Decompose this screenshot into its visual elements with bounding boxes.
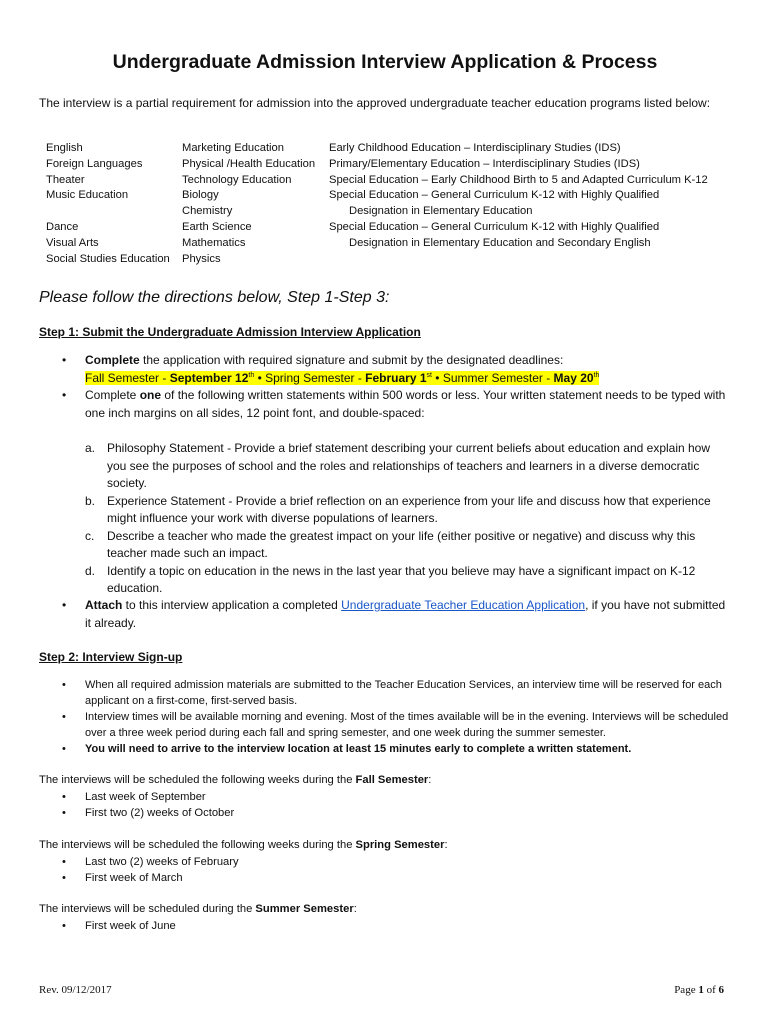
step1-bullet-list bbox=[39, 352, 729, 422]
schedule-intro bbox=[39, 837, 729, 854]
spring-schedule bbox=[39, 837, 729, 887]
fall-schedule bbox=[39, 772, 729, 822]
program-item: Chemistry bbox=[182, 205, 233, 218]
colon: : bbox=[444, 839, 448, 851]
list-item bbox=[39, 493, 729, 528]
page-of: of bbox=[703, 984, 719, 996]
schedule-intro-text: The interviews will be scheduled the following weeks during the bbox=[39, 839, 356, 851]
program-item: Special Education – General Curriculum K-12 with Highly Qualified bbox=[329, 189, 660, 202]
program-column-1 bbox=[46, 141, 170, 267]
program-item: Physical /Health Education bbox=[182, 157, 316, 170]
list-item-text: Describe a teacher who made the greatest impact on your life (either positive or negative) and discuss why this teacher made such an impact. bbox=[107, 528, 696, 560]
list-item: • Interview times will be available morning and evening. Most of the times available will be in the evening. Interviews will be scheduled over a three week period during each fall and spring semester, and one week during the summer semester. bbox=[39, 709, 729, 741]
directions-heading: Please follow the directions below, Step 1-Step 3: bbox=[39, 289, 390, 306]
list-item-text: , if you have not submitted it already. bbox=[85, 598, 726, 630]
program-item: Theater bbox=[46, 173, 85, 186]
attach-label: Attach bbox=[85, 598, 123, 612]
list-item-text: Complete bbox=[85, 388, 140, 402]
list-item bbox=[39, 352, 729, 387]
page-total: 6 bbox=[718, 984, 724, 996]
program-column-3 bbox=[329, 141, 708, 252]
deadline-summer-label: Summer Semester - bbox=[442, 370, 554, 385]
program-item: Technology Education bbox=[182, 173, 292, 186]
program-item: Visual Arts bbox=[46, 236, 99, 249]
program-item: Special Education – General Curriculum K-12 with Highly Qualified bbox=[329, 220, 660, 233]
teacher-education-application-link[interactable]: Undergraduate Teacher Education Application bbox=[341, 598, 586, 612]
list-item bbox=[39, 440, 729, 493]
list-item: • Last two (2) weeks of February bbox=[39, 854, 729, 871]
deadline-spring-date: February 1 bbox=[365, 370, 427, 385]
list-item bbox=[39, 741, 729, 757]
deadlines-highlight bbox=[85, 371, 599, 385]
program-item: Special Education – Early Childhood Birth to 5 and Adapted Curriculum K-12 bbox=[329, 173, 708, 186]
bullet-separator: • bbox=[431, 370, 443, 385]
step2-bullet-list bbox=[39, 677, 729, 757]
program-item: Physics bbox=[182, 252, 221, 265]
title-block bbox=[0, 50, 770, 74]
schedule-intro bbox=[39, 772, 729, 789]
step2-heading: Step 2: Interview Sign-up bbox=[39, 650, 183, 664]
deadline-fall-date: September 12 bbox=[169, 370, 249, 385]
deadline-spring-sup: st bbox=[426, 371, 432, 379]
spring-weeks-list bbox=[39, 854, 729, 887]
list-item-text: Experience Statement - Provide a brief reflection on an experience from your life and discuss how that experience might influence your work with diverse populations of learners. bbox=[107, 493, 711, 525]
revision-date: Rev. 09/12/2017 bbox=[39, 984, 112, 996]
fall-weeks-list bbox=[39, 789, 729, 822]
schedule-intro-text: The interviews will be scheduled the following weeks during the bbox=[39, 774, 356, 786]
list-item: • First week of March bbox=[39, 870, 729, 887]
fall-semester-label: Fall Semester bbox=[355, 774, 429, 786]
list-item bbox=[39, 387, 729, 422]
spring-semester-label: Spring Semester bbox=[355, 839, 445, 851]
step1-heading: Step 1: Submit the Undergraduate Admission Interview Application bbox=[39, 325, 421, 339]
list-item: • When all required admission materials are submitted to the Teacher Education Services, an interview time will be reserved for each applicant on a first-come, first-served basis. bbox=[39, 677, 729, 709]
intro-paragraph: The interview is a partial requirement for admission into the approved undergraduate teacher education programs listed below: bbox=[39, 96, 711, 110]
program-item: Social Studies Education bbox=[46, 252, 170, 265]
program-item: Biology bbox=[182, 189, 219, 202]
bullet-separator: • bbox=[254, 370, 266, 385]
list-item: • Last week of September bbox=[39, 789, 729, 806]
attach-bullet-list bbox=[39, 597, 729, 632]
deadline-fall-sup: th bbox=[248, 371, 255, 379]
deadline-fall-label: Fall Semester - bbox=[85, 370, 170, 385]
list-item-text: of the following written statements within 500 words or less. Your written statement needs to be typed with one inch margins on all sides, 12 point font, and double-spaced: bbox=[85, 388, 726, 420]
one-label: one bbox=[139, 388, 162, 402]
program-item-continued: Designation in Elementary Education and Secondary English bbox=[349, 236, 651, 249]
statement-options-list bbox=[39, 440, 729, 598]
program-item-continued: Designation in Elementary Education bbox=[349, 205, 533, 218]
list-item: • First week of June bbox=[39, 918, 729, 935]
list-item-text: the application with required signature and submit by the designated deadlines: bbox=[139, 353, 564, 367]
program-column-2 bbox=[182, 141, 315, 267]
program-item: Early Childhood Education – Interdisciplinary Studies (IDS) bbox=[329, 142, 621, 154]
list-item bbox=[39, 528, 729, 563]
program-item: Dance bbox=[46, 220, 79, 233]
summer-weeks-list bbox=[39, 918, 729, 935]
deadline-summer-sup: th bbox=[593, 371, 600, 379]
program-item: Earth Science bbox=[182, 220, 252, 233]
list-item: • First two (2) weeks of October bbox=[39, 805, 729, 822]
program-item: English bbox=[46, 142, 83, 154]
page-number bbox=[674, 982, 724, 999]
program-item: Music Education bbox=[46, 189, 129, 202]
spacer bbox=[46, 204, 170, 220]
deadline-spring-label: Spring Semester - bbox=[265, 370, 366, 385]
list-item-text: to this interview application a completed bbox=[122, 598, 342, 612]
program-item: Mathematics bbox=[182, 236, 246, 249]
list-item-text: Identify a topic on education in the news in the last year that you believe may have a significant impact on K-12 education. bbox=[107, 563, 696, 595]
list-item bbox=[39, 563, 729, 598]
list-item-text: Philosophy Statement - Provide a brief statement describing your current beliefs about education and explain how you see the purposes of school and the roles and relationships of teachers and learners in a diverse democratic society. bbox=[107, 441, 711, 490]
list-marker: d. bbox=[85, 563, 96, 578]
summer-schedule bbox=[39, 901, 729, 934]
summer-semester-label: Summer Semester bbox=[255, 903, 354, 915]
schedule-intro bbox=[39, 901, 729, 918]
list-marker: a. bbox=[85, 441, 96, 455]
arrive-early-note: You will need to arrive to the interview location at least 15 minutes early to complete a written statement. bbox=[85, 743, 632, 755]
deadline-summer-date: May 20 bbox=[553, 370, 594, 385]
list-marker: c. bbox=[85, 528, 95, 543]
colon: : bbox=[428, 774, 432, 786]
program-item: Foreign Languages bbox=[46, 157, 143, 170]
program-item: Marketing Education bbox=[182, 142, 284, 154]
page-current: 1 bbox=[698, 984, 704, 996]
complete-label: Complete bbox=[85, 353, 140, 367]
schedule-intro-text: The interviews will be scheduled during the bbox=[39, 903, 256, 915]
program-item: Primary/Elementary Education – Interdisciplinary Studies (IDS) bbox=[329, 157, 640, 170]
page-title: Undergraduate Admission Interview Application & Process bbox=[112, 51, 658, 73]
page-label: Page bbox=[674, 984, 699, 996]
list-item bbox=[39, 597, 729, 632]
list-marker: b. bbox=[85, 493, 96, 508]
colon: : bbox=[353, 903, 357, 915]
